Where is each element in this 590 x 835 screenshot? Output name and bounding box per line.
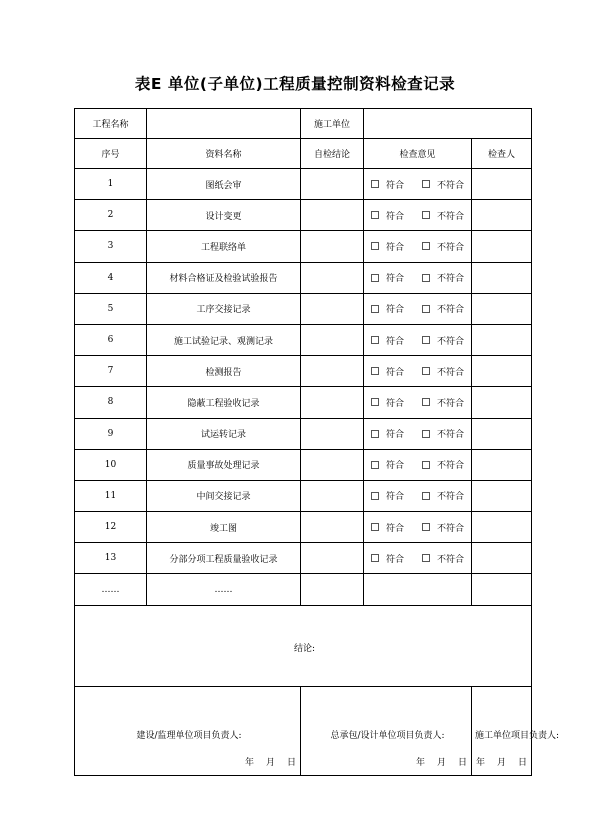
checkbox-icon[interactable] xyxy=(422,367,430,375)
table-row xyxy=(75,449,532,480)
row-self-check-field[interactable] xyxy=(301,293,364,324)
row-opinion xyxy=(364,387,472,418)
checkbox-icon[interactable] xyxy=(371,274,379,282)
signature-date xyxy=(476,755,527,768)
row-seq: 12 xyxy=(75,512,147,543)
checkbox-icon[interactable] xyxy=(422,461,430,469)
row-opinion xyxy=(364,512,472,543)
ellipsis-name: …… xyxy=(147,574,301,605)
date-year: 年 xyxy=(244,757,254,768)
row-doc-name: 分部分项工程质量验收记录 xyxy=(147,543,301,574)
row-self-check-field[interactable] xyxy=(301,324,364,355)
inspection-record-table xyxy=(74,108,560,776)
conform-label: 符合 xyxy=(385,305,404,316)
conform-label: 符合 xyxy=(385,523,404,534)
checkbox-icon[interactable] xyxy=(422,523,430,531)
col-header-inspector: 检查人 xyxy=(472,139,532,169)
row-self-check-field[interactable] xyxy=(301,512,364,543)
row-inspector-field[interactable] xyxy=(472,356,532,387)
date-year: 年 xyxy=(475,757,485,768)
table-row xyxy=(75,480,532,511)
row-inspector-field[interactable] xyxy=(472,262,532,293)
row-self-check-field[interactable] xyxy=(301,387,364,418)
nonconform-label: 不符合 xyxy=(437,336,465,347)
table-row xyxy=(75,356,532,387)
nonconform-label: 不符合 xyxy=(437,492,465,503)
checkbox-icon[interactable] xyxy=(422,492,430,500)
conform-option[interactable] xyxy=(371,271,404,284)
nonconform-label: 不符合 xyxy=(437,430,465,441)
row-opinion xyxy=(364,449,472,480)
conform-option[interactable] xyxy=(371,334,404,347)
checkbox-icon[interactable] xyxy=(422,398,430,406)
nonconform-option[interactable] xyxy=(422,302,464,315)
checkbox-icon[interactable] xyxy=(371,398,379,406)
nonconform-label: 不符合 xyxy=(437,523,465,534)
row-inspector-field[interactable] xyxy=(472,449,532,480)
project-info-row xyxy=(75,109,532,139)
nonconform-option[interactable] xyxy=(422,365,464,378)
col-header-seq: 序号 xyxy=(75,139,147,169)
row-seq: 7 xyxy=(75,356,147,387)
nonconform-option[interactable] xyxy=(422,396,464,409)
row-seq: 13 xyxy=(75,543,147,574)
row-self-check-field[interactable] xyxy=(301,418,364,449)
row-opinion xyxy=(364,231,472,262)
signature-field[interactable] xyxy=(301,686,472,775)
row-opinion xyxy=(364,169,472,200)
ellipsis-inspector-field[interactable] xyxy=(472,574,532,605)
signature-label: 建设/监理单位项目负责人: xyxy=(136,731,242,742)
nonconform-option[interactable] xyxy=(422,521,464,534)
signature-date xyxy=(245,755,296,768)
conclusion-field[interactable] xyxy=(75,605,532,686)
conclusion-label: 结论: xyxy=(293,644,316,655)
checkbox-icon[interactable] xyxy=(371,242,379,250)
nonconform-option[interactable] xyxy=(422,334,464,347)
conform-option[interactable] xyxy=(371,302,404,315)
checkbox-icon[interactable] xyxy=(371,492,379,500)
table-row xyxy=(75,169,532,200)
signature-label: 施工单位项目负责人: xyxy=(475,731,560,742)
conform-option[interactable] xyxy=(371,427,404,440)
row-self-check-field[interactable] xyxy=(301,262,364,293)
conform-option[interactable] xyxy=(371,209,404,222)
row-seq: 1 xyxy=(75,169,147,200)
checkbox-icon[interactable] xyxy=(371,367,379,375)
construction-unit-label: 施工单位 xyxy=(301,109,364,139)
conform-label: 符合 xyxy=(385,274,404,285)
row-doc-name: 工序交接记录 xyxy=(147,293,301,324)
nonconform-option[interactable] xyxy=(422,552,464,565)
nonconform-label: 不符合 xyxy=(437,180,465,191)
table-row xyxy=(75,387,532,418)
row-seq: 4 xyxy=(75,262,147,293)
project-name-field[interactable] xyxy=(147,109,301,139)
row-inspector-field[interactable] xyxy=(472,200,532,231)
signature-date xyxy=(416,755,467,768)
signature-row xyxy=(75,686,532,775)
date-month: 月 xyxy=(265,757,275,768)
col-header-self-check: 自检结论 xyxy=(301,139,364,169)
row-seq: 10 xyxy=(75,449,147,480)
conform-label: 符合 xyxy=(385,242,404,253)
conform-label: 符合 xyxy=(385,492,404,503)
nonconform-label: 不符合 xyxy=(437,274,465,285)
row-doc-name: 试运转记录 xyxy=(147,418,301,449)
date-month: 月 xyxy=(436,757,446,768)
project-name-label: 工程名称 xyxy=(75,109,147,139)
checkbox-icon[interactable] xyxy=(422,305,430,313)
date-year: 年 xyxy=(415,757,425,768)
row-seq: 5 xyxy=(75,293,147,324)
checkbox-icon[interactable] xyxy=(422,242,430,250)
checkbox-icon[interactable] xyxy=(371,523,379,531)
conform-label: 符合 xyxy=(385,398,404,409)
row-opinion xyxy=(364,418,472,449)
row-opinion xyxy=(364,480,472,511)
row-seq: 9 xyxy=(75,418,147,449)
row-doc-name: 质量事故处理记录 xyxy=(147,449,301,480)
conform-option[interactable] xyxy=(371,489,404,502)
conform-option[interactable] xyxy=(371,240,404,253)
row-opinion xyxy=(364,262,472,293)
row-seq: 6 xyxy=(75,324,147,355)
checkbox-icon[interactable] xyxy=(371,305,379,313)
table-row-ellipsis xyxy=(75,574,532,605)
row-inspector-field[interactable] xyxy=(472,324,532,355)
date-day: 日 xyxy=(457,757,467,768)
table-row xyxy=(75,200,532,231)
row-inspector-field[interactable] xyxy=(472,480,532,511)
row-self-check-field[interactable] xyxy=(301,231,364,262)
row-self-check-field[interactable] xyxy=(301,356,364,387)
row-self-check-field[interactable] xyxy=(301,169,364,200)
row-doc-name: 图纸会审 xyxy=(147,169,301,200)
checkbox-icon[interactable] xyxy=(422,180,430,188)
row-doc-name: 工程联络单 xyxy=(147,231,301,262)
date-day: 日 xyxy=(517,757,527,768)
checkbox-icon[interactable] xyxy=(371,180,379,188)
nonconform-label: 不符合 xyxy=(437,305,465,316)
nonconform-label: 不符合 xyxy=(437,554,465,565)
row-inspector-field[interactable] xyxy=(472,231,532,262)
row-inspector-field[interactable] xyxy=(472,543,532,574)
row-inspector-field[interactable] xyxy=(472,169,532,200)
row-self-check-field[interactable] xyxy=(301,200,364,231)
nonconform-label: 不符合 xyxy=(437,461,465,472)
signature-field[interactable] xyxy=(75,686,301,775)
row-doc-name: 检测报告 xyxy=(147,356,301,387)
row-seq: 11 xyxy=(75,480,147,511)
table-row xyxy=(75,324,532,355)
signature-label: 总承包/设计单位项目负责人: xyxy=(330,731,445,742)
signature-field[interactable] xyxy=(472,686,560,775)
checkbox-icon[interactable] xyxy=(371,461,379,469)
row-doc-name: 施工试验记录、观测记录 xyxy=(147,324,301,355)
row-opinion xyxy=(364,200,472,231)
conform-label: 符合 xyxy=(385,554,404,565)
column-header-row xyxy=(75,139,532,169)
ellipsis-opinion-field[interactable] xyxy=(364,574,472,605)
conform-label: 符合 xyxy=(385,367,404,378)
row-inspector-field[interactable] xyxy=(472,418,532,449)
conform-label: 符合 xyxy=(385,211,404,222)
table-row xyxy=(75,293,532,324)
row-opinion xyxy=(364,356,472,387)
nonconform-option[interactable] xyxy=(422,489,464,502)
checkbox-icon[interactable] xyxy=(422,430,430,438)
table-row xyxy=(75,262,532,293)
checkbox-icon[interactable] xyxy=(371,554,379,562)
row-seq: 2 xyxy=(75,200,147,231)
row-inspector-field[interactable] xyxy=(472,512,532,543)
row-self-check-field[interactable] xyxy=(301,449,364,480)
row-seq: 3 xyxy=(75,231,147,262)
checkbox-icon[interactable] xyxy=(422,554,430,562)
checkbox-icon[interactable] xyxy=(422,336,430,344)
ellipsis-self-check-field[interactable] xyxy=(301,574,364,605)
row-doc-name: 中间交接记录 xyxy=(147,480,301,511)
nonconform-option[interactable] xyxy=(422,240,464,253)
nonconform-option[interactable] xyxy=(422,271,464,284)
row-doc-name: 竣工图 xyxy=(147,512,301,543)
row-doc-name: 设计变更 xyxy=(147,200,301,231)
construction-unit-field[interactable] xyxy=(364,109,532,139)
conform-option[interactable] xyxy=(371,178,404,191)
col-header-doc-name: 资料名称 xyxy=(147,139,301,169)
row-seq: 8 xyxy=(75,387,147,418)
conform-option[interactable] xyxy=(371,365,404,378)
conform-label: 符合 xyxy=(385,180,404,191)
conform-label: 符合 xyxy=(385,461,404,472)
row-opinion xyxy=(364,543,472,574)
checkbox-icon[interactable] xyxy=(422,274,430,282)
conform-label: 符合 xyxy=(385,336,404,347)
table-row xyxy=(75,543,532,574)
ellipsis-seq: …… xyxy=(75,574,147,605)
row-inspector-field[interactable] xyxy=(472,387,532,418)
date-month: 月 xyxy=(496,757,506,768)
conform-label: 符合 xyxy=(385,430,404,441)
nonconform-label: 不符合 xyxy=(437,398,465,409)
page-title: 表E 单位(子单位)工程质量控制资料检查记录 xyxy=(134,75,456,93)
col-header-opinion: 检查意见 xyxy=(364,139,472,169)
checkbox-icon[interactable] xyxy=(371,430,379,438)
conform-option[interactable] xyxy=(371,521,404,534)
nonconform-option[interactable] xyxy=(422,209,464,222)
nonconform-label: 不符合 xyxy=(437,211,465,222)
conclusion-row xyxy=(75,605,532,686)
row-inspector-field[interactable] xyxy=(472,293,532,324)
conform-option[interactable] xyxy=(371,552,404,565)
checkbox-icon[interactable] xyxy=(422,211,430,219)
checkbox-icon[interactable] xyxy=(371,336,379,344)
table-row xyxy=(75,512,532,543)
checkbox-icon[interactable] xyxy=(371,211,379,219)
row-self-check-field[interactable] xyxy=(301,543,364,574)
conform-option[interactable] xyxy=(371,396,404,409)
table-row xyxy=(75,418,532,449)
nonconform-label: 不符合 xyxy=(437,367,465,378)
row-doc-name: 材料合格证及检验试验报告 xyxy=(147,262,301,293)
nonconform-option[interactable] xyxy=(422,458,464,471)
date-day: 日 xyxy=(286,757,296,768)
conform-option[interactable] xyxy=(371,458,404,471)
table-row xyxy=(75,231,532,262)
row-self-check-field[interactable] xyxy=(301,480,364,511)
nonconform-label: 不符合 xyxy=(437,242,465,253)
row-doc-name: 隐蔽工程验收记录 xyxy=(147,387,301,418)
nonconform-option[interactable] xyxy=(422,178,464,191)
nonconform-option[interactable] xyxy=(422,427,464,440)
row-opinion xyxy=(364,293,472,324)
row-opinion xyxy=(364,324,472,355)
